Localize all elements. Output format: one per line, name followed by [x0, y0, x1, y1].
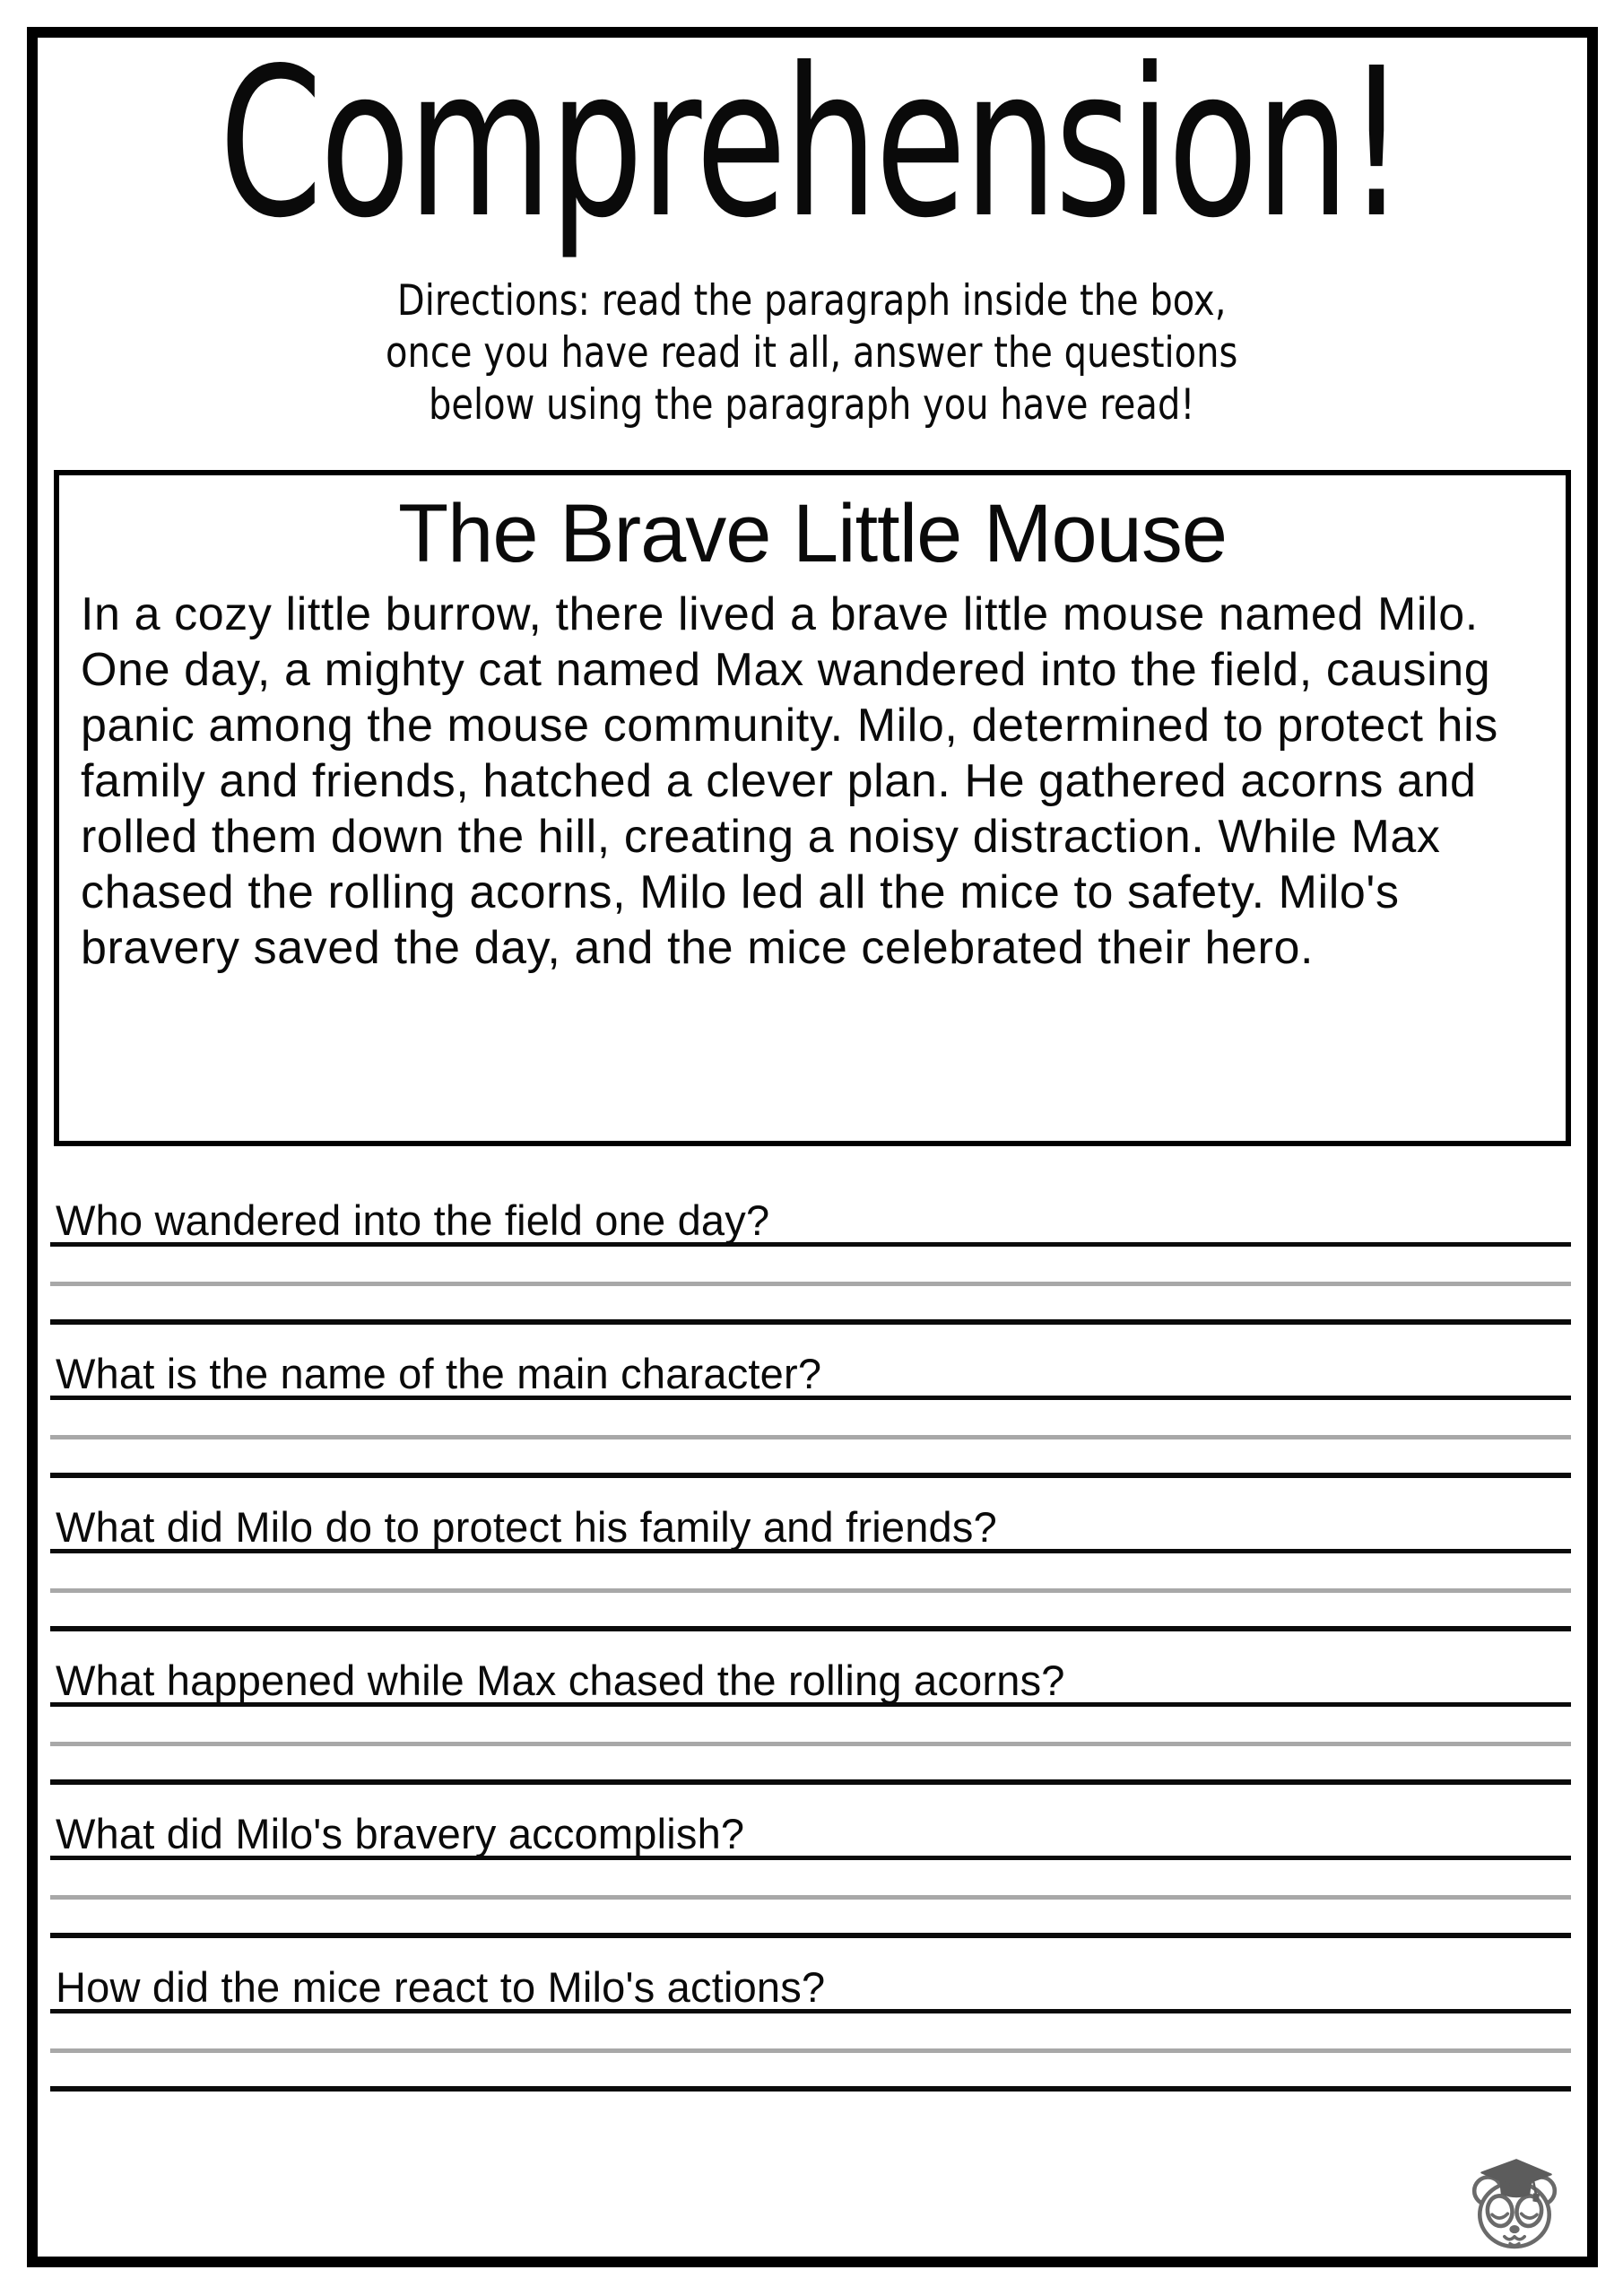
directions-line: Directions: read the paragraph inside the box, [396, 275, 1227, 326]
answer-line-gray [50, 2048, 1571, 2053]
question-5-text: What did Milo's bravery accomplish? [50, 1806, 1571, 1860]
question-block-5 [50, 1806, 1571, 1960]
answer-line-gray [50, 1742, 1571, 1746]
question-block-4 [50, 1653, 1571, 1806]
answer-line-black [50, 1933, 1571, 1938]
answer-line-black [50, 1626, 1571, 1631]
question-4-text: What happened while Max chased the rolling acorns? [50, 1653, 1571, 1707]
question-2-text: What is the name of the main character? [50, 1346, 1571, 1400]
page-title-text: Comprehension! [219, 23, 1404, 263]
question-block-6 [50, 1960, 1571, 2113]
page-title [0, 23, 1623, 263]
answer-line-black [50, 1319, 1571, 1325]
question-block-2 [50, 1346, 1571, 1500]
story-text: In a cozy little burrow, there lived a brave little mouse named Milo. One day, a mighty cat named Max wandered into the field, causing panic among the mouse community. Milo, determined to protect his family and friends, hatched a clever plan. He gathered acorns and rolled them down the hill, creating a noisy distraction. While Max chased the rolling acorns, Milo led all the mice to safety. Milo's bravery saved the day, and the mice celebrated their hero. [81, 588, 1498, 974]
story-title: The Brave Little Mouse [397, 488, 1227, 579]
answer-line-gray [50, 1895, 1571, 1900]
answer-line-gray [50, 1435, 1571, 1439]
directions-text [386, 274, 1237, 430]
answer-line-black [50, 1779, 1571, 1785]
question-3-text: What did Milo do to protect his family and friends? [50, 1500, 1571, 1553]
directions-line: below using the paragraph you have read! [428, 379, 1195, 430]
directions [0, 274, 1623, 428]
answer-line-black [50, 2086, 1571, 2092]
question-1-text: Who wandered into the field one day? [50, 1193, 1571, 1247]
question-6-text: How did the mice react to Milo's actions? [50, 1960, 1571, 2013]
answer-line-black [50, 1473, 1571, 1478]
story-box [54, 470, 1571, 1146]
answer-line-gray [50, 1282, 1571, 1286]
questions-section [50, 1193, 1571, 2113]
answer-line-gray [50, 1588, 1571, 1593]
question-block-3 [50, 1500, 1571, 1653]
panda-graduate-logo-icon [1469, 2152, 1560, 2249]
directions-line: once you have read it all, answer the questions [385, 327, 1238, 378]
question-block-1 [50, 1193, 1571, 1346]
